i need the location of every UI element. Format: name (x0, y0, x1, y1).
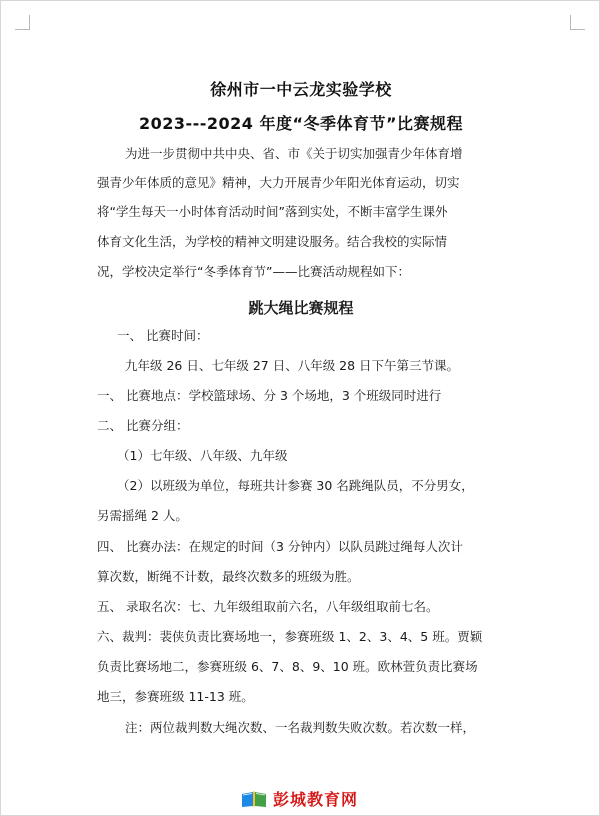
rule-line: 九年级 26 日、七年级 27 日、八年级 28 日下午第三节课。 (125, 358, 460, 373)
rule-line: 五、 录取名次：七、九年级组取前六名，八年级组取前七名。 (97, 599, 439, 614)
rule-line: 二、 比赛分组： (97, 418, 189, 433)
rule-line: 六、裁判：裴侠负责比赛场地一，参赛班级 1、2、3、4、5 班。贾颖 (97, 629, 483, 644)
crop-mark-top-right (570, 15, 585, 30)
document-title: 徐州市一中云龙实验学校 (210, 80, 392, 99)
rule-line: （1）七年级、八年级、九年级 (117, 448, 288, 463)
rule-line: 负责比赛场地二，参赛班级 6、7、8、9、10 班。欧林萱负责比赛场 (97, 659, 478, 674)
rule-line: 地三，参赛班级 11-13 班。 (97, 689, 254, 704)
intro-line: 强青少年体质的意见》精神，大力开展青少年阳光体育运动，切实 (97, 175, 460, 190)
book-icon (241, 790, 267, 808)
site-logo-text: 彭城教育网 (273, 790, 359, 809)
section-title: 跳大绳比赛规程 (248, 299, 354, 317)
rule-line: 一、 比赛时间： (117, 328, 209, 343)
note-line: 注：两位裁判数大绳次数、一名裁判数失败次数。若次数一样， (125, 720, 476, 735)
intro-line: 将“学生每天一小时体育活动时间”落到实处，不断丰富学生课外 (97, 204, 448, 219)
rule-line: 算次数，断绳不计数，最终次数多的班级为胜。 (97, 569, 360, 584)
rule-line: 另需摇绳 2 人。 (97, 508, 188, 523)
site-logo (241, 787, 358, 810)
rule-line: 四、 比赛办法：在规定的时间（3 分钟内）以队员跳过绳每人次计 (97, 539, 463, 554)
intro-line: 体育文化生活，为学校的精神文明建设服务。结合我校的实际情 (97, 234, 448, 249)
intro-line: 为进一步贯彻中共中央、省、市《关于切实加强青少年体育增 (125, 146, 463, 161)
document-subtitle: 2023---2024 年度“冬季体育节”比赛规程 (138, 114, 464, 133)
rule-line: （2）以班级为单位，每班共计参赛 30 名跳绳队员，不分男女， (117, 478, 474, 493)
intro-line: 况，学校决定举行“冬季体育节”——比赛活动规程如下： (97, 264, 410, 279)
rule-line: 一、 比赛地点：学校篮球场、分 3 个场地，3 个班级同时进行 (97, 388, 442, 403)
crop-mark-top-left (15, 15, 30, 30)
